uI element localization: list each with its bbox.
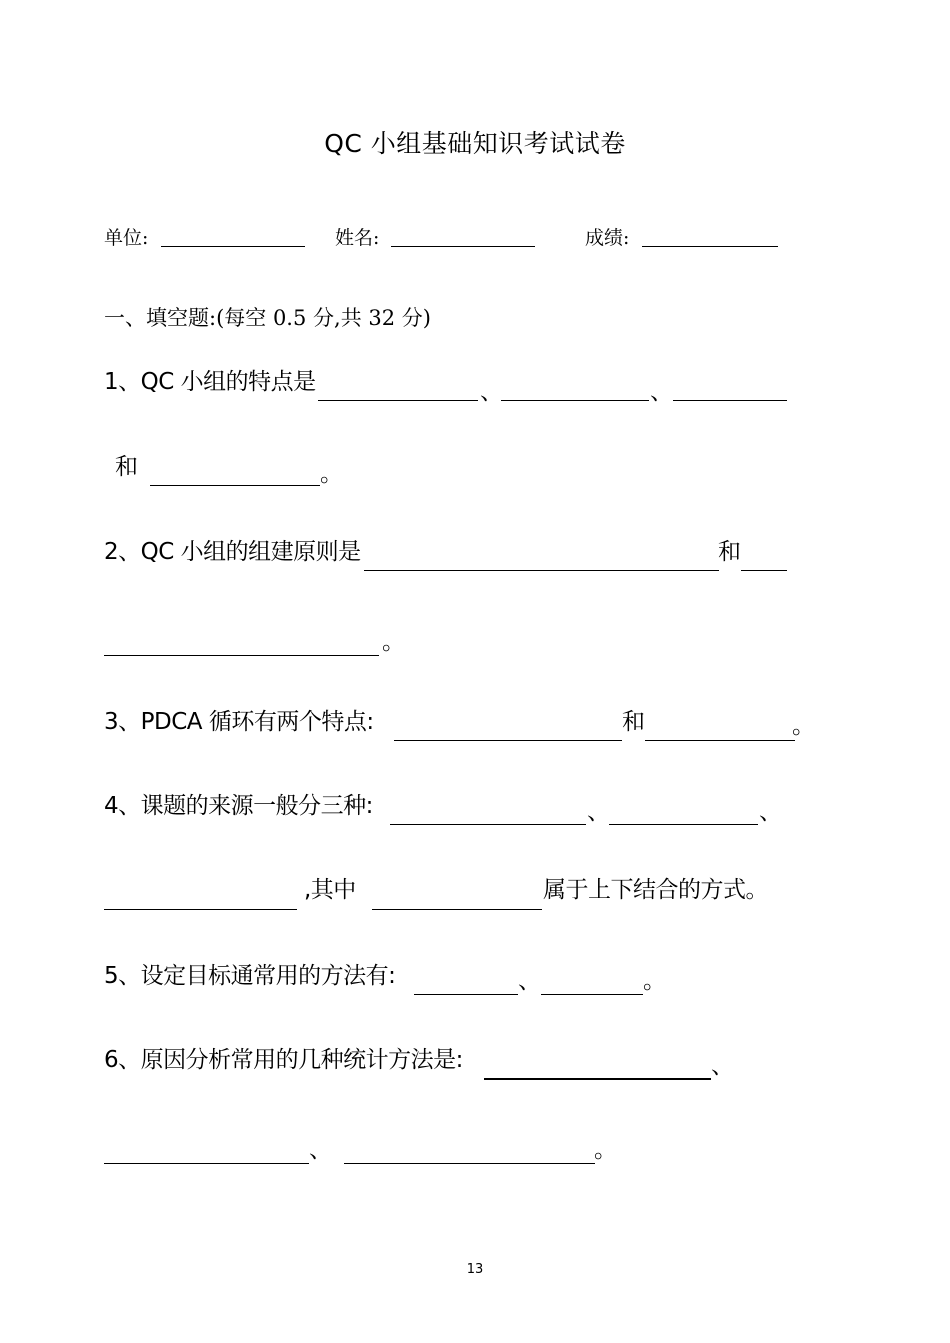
question-4-among: ,其中: [304, 877, 356, 903]
question-2-text: 2、QC 小组的组建原则是: [104, 539, 361, 565]
question-1-sep-1: 、: [480, 379, 503, 405]
question-6-text: 6、原因分析常用的几种统计方法是:: [104, 1047, 463, 1073]
question-1-blank-3[interactable]: [673, 400, 787, 401]
question-2-blank-2[interactable]: [741, 570, 787, 571]
question-1-blank-2[interactable]: [501, 400, 649, 401]
unit-label: 单位:: [104, 227, 149, 249]
question-6-blank-1[interactable]: [484, 1078, 711, 1080]
question-3-blank-1[interactable]: [394, 740, 622, 741]
question-6-blank-3[interactable]: [344, 1163, 595, 1164]
question-5-text: 5、设定目标通常用的方法有:: [104, 963, 396, 989]
question-4-suffix: 属于上下结合的方式。: [543, 877, 768, 903]
question-1-and: 和: [115, 454, 138, 480]
name-label: 姓名:: [335, 227, 380, 249]
score-label: 成绩:: [585, 227, 630, 249]
question-1-blank-4[interactable]: [150, 485, 320, 486]
question-3-blank-2[interactable]: [645, 740, 795, 741]
question-2-blank-2-cont[interactable]: [104, 655, 379, 656]
question-4-blank-1[interactable]: [390, 824, 586, 825]
question-6-sep-1: 、: [711, 1053, 734, 1079]
question-5-blank-1[interactable]: [414, 994, 518, 995]
question-1-blank-1[interactable]: [318, 400, 478, 401]
question-5-end: 。: [643, 968, 666, 994]
unit-field[interactable]: [161, 246, 305, 247]
question-4-text: 4、课题的来源一般分三种:: [104, 793, 373, 819]
score-field[interactable]: [642, 246, 778, 247]
question-2-end: 。: [382, 629, 405, 655]
name-field[interactable]: [391, 246, 535, 247]
question-4-sep-1: 、: [587, 799, 610, 825]
question-4-sep-2: 、: [759, 799, 782, 825]
question-6-blank-2[interactable]: [104, 1163, 309, 1164]
question-6-end: 。: [594, 1137, 617, 1163]
question-3-text: 3、PDCA 循环有两个特点:: [104, 709, 374, 735]
question-2-and: 和: [718, 539, 741, 565]
question-2-blank-1[interactable]: [364, 570, 719, 571]
question-3-and: 和: [622, 709, 645, 735]
question-4-blank-2[interactable]: [609, 824, 758, 825]
question-3-end: 。: [792, 713, 815, 739]
question-5-sep-1: 、: [518, 968, 541, 994]
question-6-sep-2: 、: [309, 1137, 332, 1163]
question-5-blank-2[interactable]: [541, 994, 643, 995]
question-1-end: 。: [320, 461, 343, 487]
question-1-text: 1、QC 小组的特点是: [104, 369, 316, 395]
question-4-blank-4[interactable]: [372, 909, 542, 910]
question-1-sep-2: 、: [650, 379, 673, 405]
section-heading: 一、填空题:(每空 0.5 分,共 32 分): [104, 306, 431, 330]
question-4-blank-3[interactable]: [104, 909, 297, 910]
page-title: QC 小组基础知识考试试卷: [324, 129, 626, 158]
page-number: 13: [466, 1262, 484, 1277]
